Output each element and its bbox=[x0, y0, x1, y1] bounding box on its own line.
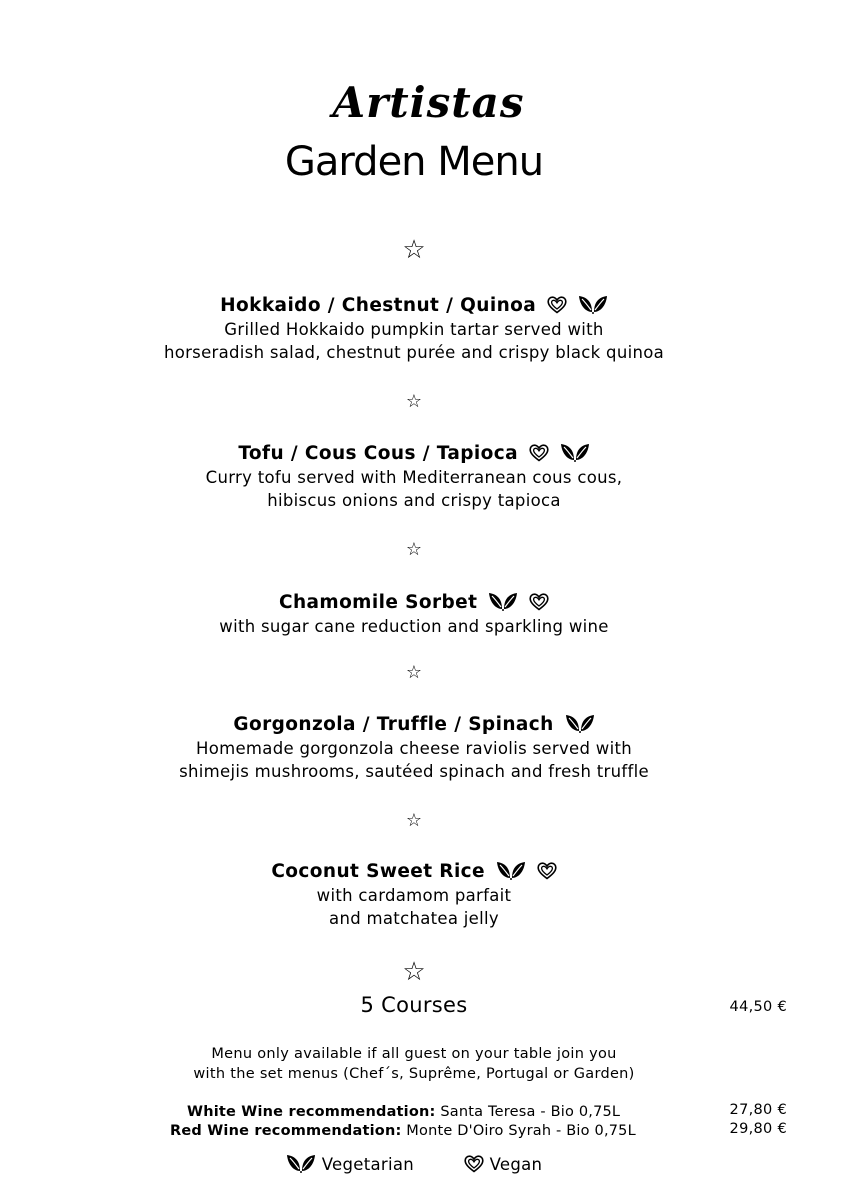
legend-vegetarian-label: Vegetarian bbox=[321, 1155, 415, 1174]
course-description-line: hibiscus onions and crispy tapioca bbox=[267, 491, 561, 510]
red-wine-price: 29,80 € bbox=[729, 1121, 787, 1137]
course-description-line: Curry tofu served with Mediterranean cous cous, bbox=[205, 468, 623, 487]
legend-vegan-label: Vegan bbox=[489, 1155, 543, 1174]
legend-vegetarian bbox=[286, 1153, 414, 1177]
course-description-line: Grilled Hokkaido pumpkin tartar served with bbox=[224, 320, 604, 339]
white-wine-label: White Wine recommendation: bbox=[187, 1104, 436, 1120]
legend-vegan bbox=[464, 1153, 543, 1177]
course-item bbox=[0, 591, 828, 638]
red-wine-label: Red Wine recommendation: bbox=[170, 1123, 402, 1139]
vegan-heart-icon bbox=[537, 862, 557, 880]
course-item bbox=[0, 294, 828, 364]
star-divider-icon: ☆ bbox=[405, 810, 423, 831]
availability-notice bbox=[0, 1044, 828, 1084]
course-title bbox=[0, 294, 828, 318]
red-wine-recommendation bbox=[170, 1121, 636, 1141]
menu-title: Garden Menu bbox=[284, 139, 544, 185]
course-title bbox=[0, 591, 828, 615]
star-divider-icon: ☆ bbox=[402, 235, 426, 265]
star-divider-icon: ☆ bbox=[405, 391, 423, 412]
star-divider-icon: ☆ bbox=[402, 957, 426, 987]
vegan-heart-icon bbox=[529, 444, 549, 462]
star-divider-icon: ☆ bbox=[405, 662, 423, 683]
restaurant-brand: Artistas bbox=[332, 78, 525, 127]
vegetarian-leaf-icon bbox=[560, 442, 590, 462]
notice-line: with the set menus (Chef´s, Suprême, Portugal or Garden) bbox=[193, 1066, 635, 1082]
menu-price: 44,50 € bbox=[729, 999, 787, 1015]
star-divider-icon: ☆ bbox=[405, 539, 423, 560]
course-item bbox=[0, 442, 828, 512]
course-description-line: shimejis mushrooms, sautéed spinach and fresh truffle bbox=[179, 762, 649, 781]
courses-count: 5 Courses bbox=[360, 993, 468, 1017]
diet-legend bbox=[0, 1153, 828, 1177]
white-wine-price: 27,80 € bbox=[729, 1102, 787, 1118]
notice-line: Menu only available if all guest on your table join you bbox=[211, 1046, 617, 1062]
course-title-text: Tofu / Cous Cous / Tapioca bbox=[238, 443, 518, 464]
course-description-line: horseradish salad, chestnut purée and crispy black quinoa bbox=[163, 343, 665, 362]
vegetarian-leaf-icon bbox=[286, 1153, 316, 1173]
vegan-heart-icon bbox=[464, 1155, 484, 1173]
white-wine-recommendation bbox=[187, 1102, 620, 1122]
course-description-line: and matchatea jelly bbox=[329, 909, 499, 928]
vegetarian-leaf-icon bbox=[488, 591, 518, 611]
vegetarian-leaf-icon bbox=[496, 860, 526, 880]
course-item bbox=[0, 860, 828, 930]
course-title-text: Gorgonzola / Truffle / Spinach bbox=[233, 714, 554, 735]
course-title bbox=[0, 860, 828, 884]
vegan-heart-icon bbox=[529, 593, 549, 611]
course-title-text: Chamomile Sorbet bbox=[278, 592, 478, 613]
vegetarian-leaf-icon bbox=[578, 294, 608, 314]
course-title-text: Coconut Sweet Rice bbox=[271, 861, 485, 882]
vegetarian-leaf-icon bbox=[565, 713, 595, 733]
course-description-line: with cardamom parfait bbox=[316, 886, 512, 905]
course-description-line: with sugar cane reduction and sparkling wine bbox=[219, 617, 609, 636]
course-description-line: Homemade gorgonzola cheese raviolis served with bbox=[195, 739, 632, 758]
course-title bbox=[0, 713, 828, 737]
vegan-heart-icon bbox=[547, 296, 567, 314]
white-wine-name: Santa Teresa - Bio 0,75L bbox=[440, 1104, 621, 1120]
course-title bbox=[0, 442, 828, 466]
course-item bbox=[0, 713, 828, 783]
red-wine-name: Monte D'Oiro Syrah - Bio 0,75L bbox=[406, 1123, 636, 1139]
course-title-text: Hokkaido / Chestnut / Quinoa bbox=[220, 295, 537, 316]
